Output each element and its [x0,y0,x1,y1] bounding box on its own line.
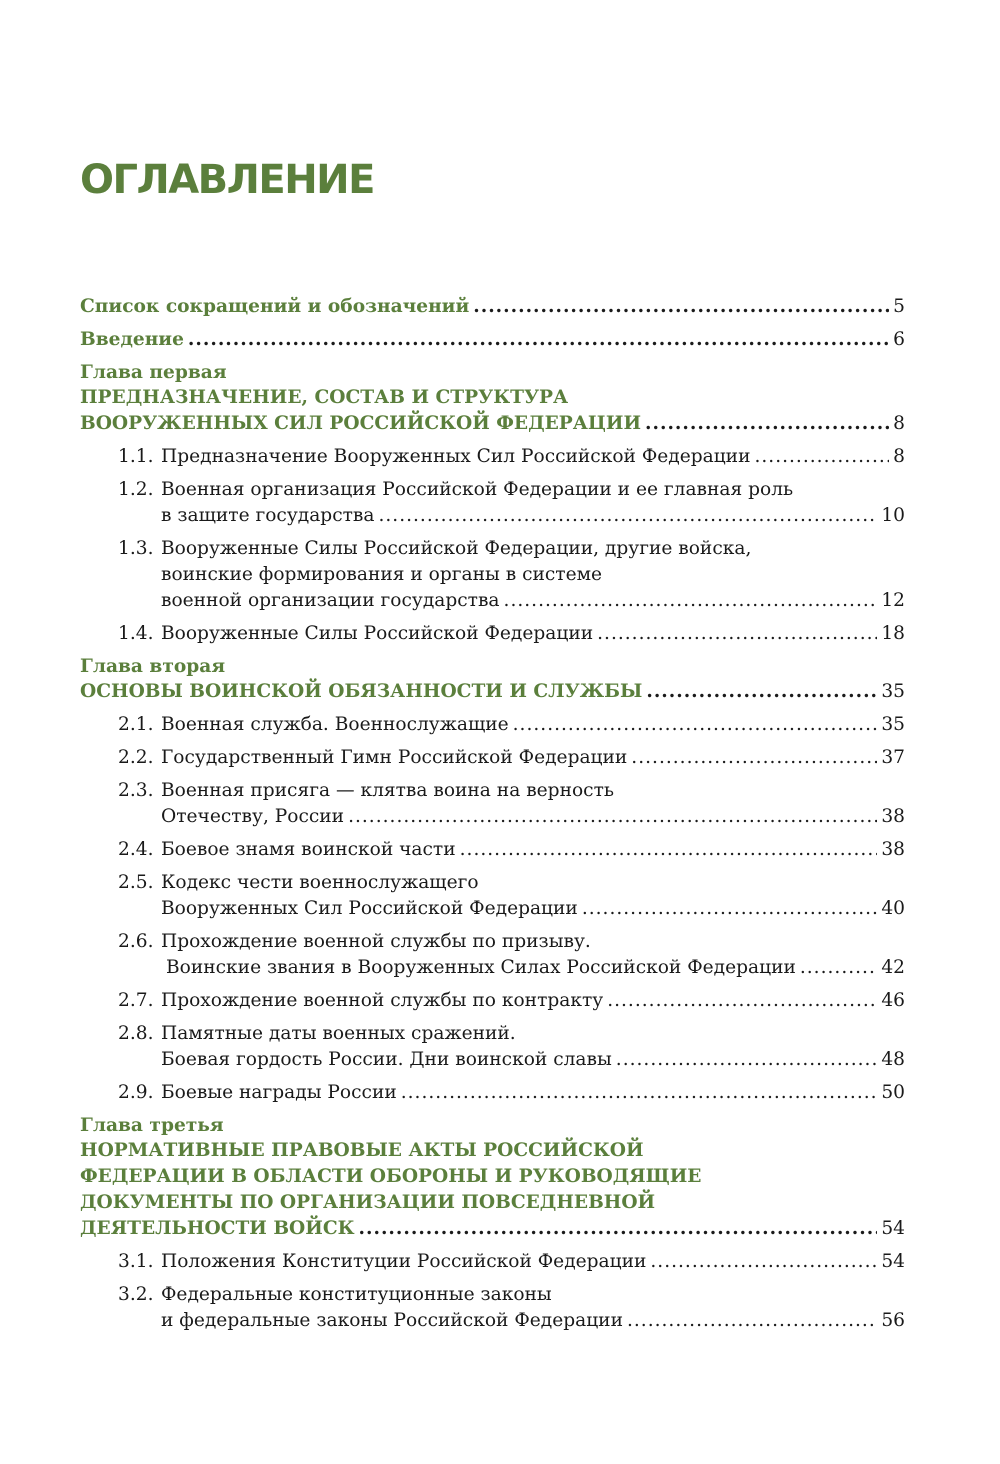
toc-entry-text: Федеральные конституционные законы [161,1284,552,1305]
dot-leader [645,411,889,437]
dot-leader [607,988,877,1014]
toc-entry-1-3[interactable] [80,536,905,614]
dot-leader [754,444,889,470]
chapter-2-label: Глава вторая [80,656,226,677]
toc-entry-text: Прохождение военной службы по призыву. [161,931,591,952]
toc-entry-text: Предназначение Вооруженных Сил Российской Федерации [161,446,751,467]
chapter-3-title-entry[interactable] [80,1216,905,1242]
toc-entry-text: Боевая гордость России. Дни воинской славы [161,1049,612,1070]
page-title: ОГЛАВЛЕНИЕ [80,157,374,203]
dot-leader [631,745,877,771]
dot-leader [513,712,878,738]
toc-entry-2-5[interactable] [80,870,905,922]
section-number: 2.6. [118,931,154,952]
toc-entry-3-1[interactable] [80,1249,905,1275]
section-number: 3.2. [118,1284,154,1305]
chapter-3-title-line[interactable]: ФЕДЕРАЦИИ В ОБЛАСТИ ОБОРОНЫ И РУКОВОДЯЩИЕ [80,1166,702,1187]
dot-leader [627,1308,877,1334]
toc-entry-text: Вооруженных Сил Российской Федерации [161,898,578,919]
section-number: 2.5. [118,872,154,893]
toc-entry-text: Положения Конституции Российской Федерации [161,1251,647,1272]
toc-entry-text: Вооруженные Силы Российской Федерации [161,623,594,644]
toc-entry-2-3[interactable] [80,778,905,830]
page-number: 56 [881,1310,905,1331]
toc-entry-text: Боевое знамя воинской части [161,839,456,860]
dot-leader [348,804,877,830]
dot-leader [582,896,878,922]
toc-entry-text: Военная присяга — клятва воина на верность [161,780,614,801]
chapter-3-title-line[interactable]: ДОКУМЕНТЫ ПО ОРГАНИЗАЦИИ ПОВСЕДНЕВНОЙ [80,1192,656,1213]
dot-leader [188,327,889,353]
toc-entry-3-2[interactable] [80,1282,905,1334]
toc-entry-text: Памятные даты военных сражений. [161,1023,516,1044]
toc-entry-text: Кодекс чести военнослужащего [161,872,479,893]
toc-entry-text: Прохождение военной службы по контракту [161,990,604,1011]
page-number: 8 [893,446,905,467]
section-number: 2.1. [118,714,154,735]
page-number: 40 [881,898,905,919]
toc-entry-text: военной организации государства [161,590,500,611]
page-number: 42 [881,957,905,978]
dot-leader [401,1080,878,1106]
section-number: 1.1. [118,446,154,467]
dot-leader [616,1047,878,1073]
dot-leader [650,1249,877,1275]
page-number: 38 [881,839,905,860]
page-number: 50 [881,1082,905,1103]
dot-leader [800,955,877,981]
toc-entry-2-7[interactable] [80,988,905,1014]
page-number: 18 [881,623,905,644]
chapter-3-title-line[interactable]: НОРМАТИВНЫЕ ПРАВОВЫЕ АКТЫ РОССИЙСКОЙ [80,1140,644,1161]
page-number: 37 [881,747,905,768]
toc-entry-text: воинские формирования и органы в системе [161,564,603,585]
toc-entry-text: Список сокращений и обозначений [80,296,470,317]
toc-entry-2-6[interactable] [80,929,905,981]
toc-entry-1-2[interactable] [80,477,905,529]
section-number: 2.3. [118,780,154,801]
chapter-1-title-entry[interactable] [80,411,905,437]
page-number: 38 [881,806,905,827]
toc-entry-text: Введение [80,329,184,350]
dot-leader [646,679,877,705]
toc-entry-2-2[interactable] [80,745,905,771]
toc-entry-abbreviations[interactable] [80,294,905,320]
section-number: 2.8. [118,1023,154,1044]
toc-entry-text: ОСНОВЫ ВОИНСКОЙ ОБЯЗАННОСТИ И СЛУЖБЫ [80,681,643,702]
page-number: 6 [893,329,905,350]
page-number: 46 [881,990,905,1011]
toc-entry-text: ВООРУЖЕННЫХ СИЛ РОССИЙСКОЙ ФЕДЕРАЦИИ [80,413,642,434]
chapter-1-title-line[interactable]: ПРЕДНАЗНАЧЕНИЕ, СОСТАВ И СТРУКТУРА [80,387,569,408]
page-number: 12 [881,590,905,611]
section-number: 3.1. [118,1251,154,1272]
section-number: 2.7. [118,990,154,1011]
page-number: 35 [881,714,905,735]
toc-entry-text: Отечеству, России [161,806,345,827]
toc-entry-2-8[interactable] [80,1021,905,1073]
page-number: 10 [881,505,905,526]
toc-entry-text: Государственный Гимн Российской Федерации [161,747,628,768]
section-number: 2.4. [118,839,154,860]
toc-entry-1-4[interactable] [80,621,905,647]
table-of-contents [80,294,905,1334]
toc-entry-text: Вооруженные Силы Российской Федерации, другие войска, [161,538,752,559]
chapter-3-label: Глава третья [80,1115,224,1136]
dot-leader [359,1216,878,1242]
toc-entry-text: и федеральные законы Российской Федерации [161,1310,623,1331]
toc-entry-text: Боевые награды России [161,1082,397,1103]
section-number: 2.2. [118,747,154,768]
section-number: 2.9. [118,1082,154,1103]
section-number: 1.3. [118,538,154,559]
dot-leader [460,837,878,863]
toc-entry-introduction[interactable] [80,327,905,353]
section-number: 1.4. [118,623,154,644]
toc-entry-text: Военная организация Российской Федерации и ее главная роль [161,479,794,500]
toc-entry-2-9[interactable] [80,1080,905,1106]
toc-entry-text: Военная служба. Военнослужащие [161,714,509,735]
page-number: 54 [881,1218,905,1239]
toc-entry-text: Воинские звания в Вооруженных Силах Российской Федерации [166,957,796,978]
dot-leader [597,621,877,647]
toc-entry-1-1[interactable] [80,444,905,470]
page-number: 48 [881,1049,905,1070]
section-number: 1.2. [118,479,154,500]
page-number: 35 [881,681,905,702]
page-number: 8 [893,413,905,434]
dot-leader [378,503,877,529]
page-number: 54 [881,1251,905,1272]
page-number: 5 [893,296,905,317]
toc-entry-2-1[interactable] [80,712,905,738]
chapter-2-title-entry[interactable] [80,679,905,705]
toc-entry-text: ДЕЯТЕЛЬНОСТИ ВОЙСК [80,1218,355,1239]
dot-leader [473,294,889,320]
chapter-1-label: Глава первая [80,362,227,383]
dot-leader [504,588,878,614]
toc-entry-text: в защите государства [161,505,375,526]
toc-entry-2-4[interactable] [80,837,905,863]
